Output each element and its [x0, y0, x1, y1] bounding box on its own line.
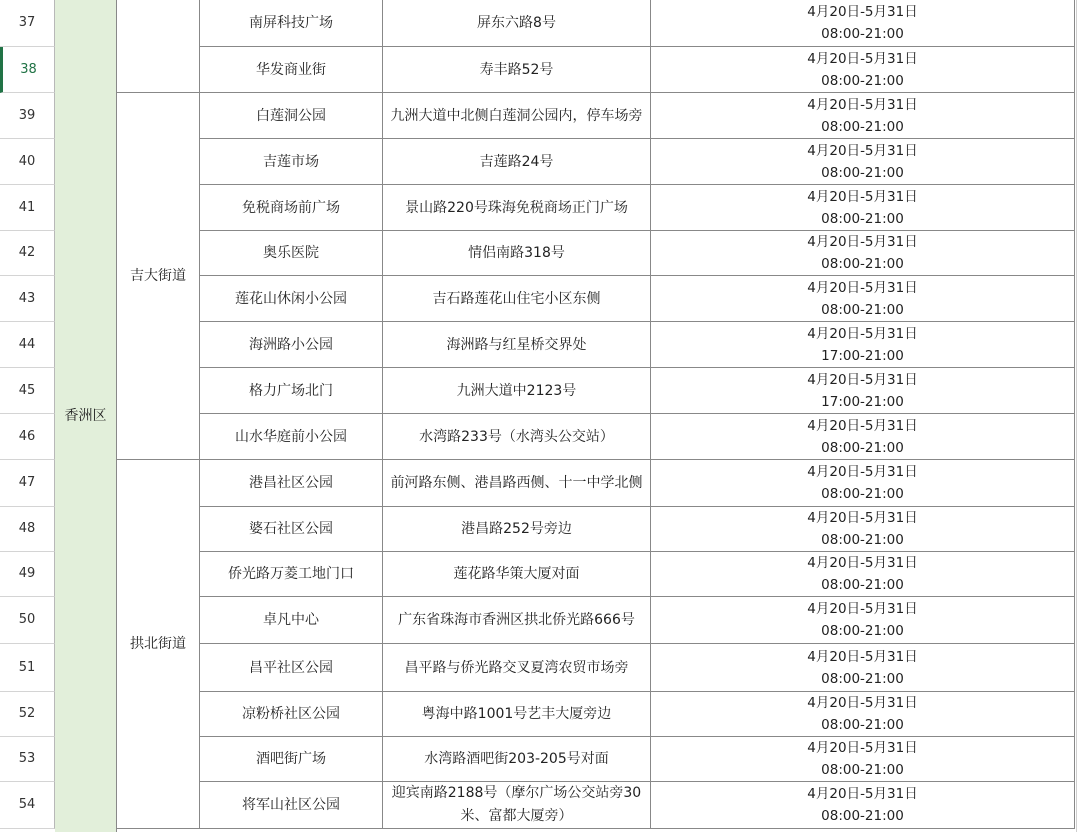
row-header[interactable]: 50: [0, 597, 55, 644]
place-cell[interactable]: 南屏科技广场: [200, 0, 383, 47]
hours-cell[interactable]: [651, 782, 1075, 829]
street-label: 吉大街道: [130, 268, 186, 284]
time-range: 08:00-21:00: [821, 301, 904, 318]
date-range: 4月20日-5月31日: [807, 464, 918, 480]
time-range: 08:00-21:00: [821, 164, 904, 181]
address-cell[interactable]: 迎宾南路2188号（摩尔广场公交站旁30米、富都大厦旁）: [383, 782, 651, 829]
address-cell[interactable]: 寿丰路52号: [383, 47, 651, 93]
place-cell[interactable]: 昌平社区公园: [200, 644, 383, 692]
row-header[interactable]: 41: [0, 185, 55, 231]
district-cell[interactable]: [55, 0, 117, 832]
row-header[interactable]: 53: [0, 737, 55, 782]
place-cell[interactable]: 凉粉桥社区公园: [200, 692, 383, 737]
place-cell[interactable]: 格力广场北门: [200, 368, 383, 414]
address-cell[interactable]: 吉莲路24号: [383, 139, 651, 185]
date-range: 4月20日-5月31日: [807, 4, 918, 20]
time-range: 08:00-21:00: [821, 439, 904, 456]
date-range: 4月20日-5月31日: [807, 601, 918, 617]
row-header[interactable]: 42: [0, 231, 55, 276]
row-header[interactable]: 48: [0, 507, 55, 552]
address-cell[interactable]: 广东省珠海市香洲区拱北侨光路666号: [383, 597, 651, 644]
place-cell[interactable]: 白莲洞公园: [200, 93, 383, 139]
time-range: 08:00-21:00: [821, 808, 904, 824]
date-range: 4月20日-5月31日: [807, 96, 918, 113]
time-range: 08:00-21:00: [821, 670, 904, 687]
date-range: 4月20日-5月31日: [807, 371, 918, 388]
date-range: 4月20日-5月31日: [807, 648, 918, 665]
street-cell[interactable]: [117, 93, 200, 460]
date-range: 4月20日-5月31日: [807, 142, 918, 159]
hours-cell[interactable]: [651, 552, 1075, 597]
date-range: 4月20日-5月31日: [807, 234, 918, 250]
hours-cell[interactable]: [651, 276, 1075, 322]
hours-cell[interactable]: [651, 185, 1075, 231]
street-cell[interactable]: [117, 460, 200, 829]
row-header[interactable]: 39: [0, 93, 55, 139]
date-range: 4月20日-5月31日: [807, 786, 918, 802]
row-header[interactable]: 51: [0, 644, 55, 692]
time-range: 17:00-21:00: [821, 393, 904, 410]
date-range: 4月20日-5月31日: [807, 417, 918, 434]
row-header[interactable]: 52: [0, 692, 55, 737]
row-header[interactable]: 38: [0, 47, 55, 93]
place-cell[interactable]: 侨光路万菱工地门口: [200, 552, 383, 597]
address-cell[interactable]: 水湾路酒吧街203-205号对面: [383, 737, 651, 782]
time-range: 08:00-21:00: [821, 486, 904, 502]
address-cell[interactable]: 屏东六路8号: [383, 0, 651, 47]
hours-cell[interactable]: [651, 737, 1075, 782]
place-cell[interactable]: 将军山社区公园: [200, 782, 383, 829]
row-header[interactable]: 47: [0, 460, 55, 507]
place-cell[interactable]: 海洲路小公园: [200, 322, 383, 368]
address-cell[interactable]: 海洲路与红星桥交界处: [383, 322, 651, 368]
place-cell[interactable]: 港昌社区公园: [200, 460, 383, 507]
date-range: 4月20日-5月31日: [807, 188, 918, 205]
district-label: 香洲区: [64, 408, 107, 424]
date-range: 4月20日-5月31日: [807, 325, 918, 342]
place-cell[interactable]: 免税商场前广场: [200, 185, 383, 231]
grid-divider: [1076, 0, 1077, 832]
time-range: 08:00-21:00: [821, 210, 904, 227]
date-range: 4月20日-5月31日: [807, 50, 918, 67]
address-cell[interactable]: 昌平路与侨光路交叉夏湾农贸市场旁: [383, 644, 651, 692]
place-cell[interactable]: 卓凡中心: [200, 597, 383, 644]
address-cell[interactable]: 前河路东侧、港昌路西侧、十一中学北侧: [383, 460, 651, 507]
address-cell[interactable]: 九洲大道中北侧白莲洞公园内，停车场旁: [383, 93, 651, 139]
date-range: 4月20日-5月31日: [807, 695, 918, 711]
time-range: 08:00-21:00: [821, 762, 904, 778]
address-cell[interactable]: 九洲大道中2123号: [383, 368, 651, 414]
hours-cell[interactable]: [651, 414, 1075, 460]
street-label: 拱北街道: [130, 636, 186, 652]
row-header[interactable]: 45: [0, 368, 55, 414]
row-header[interactable]: 46: [0, 414, 55, 460]
address-cell[interactable]: 莲花路华策大厦对面: [383, 552, 651, 597]
row-header[interactable]: 43: [0, 276, 55, 322]
street-cell[interactable]: [117, 0, 200, 93]
address-cell[interactable]: 情侣南路318号: [383, 231, 651, 276]
time-range: 08:00-21:00: [821, 623, 904, 639]
hours-cell[interactable]: [651, 368, 1075, 414]
date-range: 4月20日-5月31日: [807, 510, 918, 526]
row-header[interactable]: 54: [0, 782, 55, 829]
hours-cell[interactable]: [651, 597, 1075, 644]
hours-cell[interactable]: [651, 93, 1075, 139]
hours-cell[interactable]: [651, 0, 1075, 47]
row-header[interactable]: 40: [0, 139, 55, 185]
date-range: 4月20日-5月31日: [807, 740, 918, 756]
hours-cell[interactable]: [651, 692, 1075, 737]
date-range: 4月20日-5月31日: [807, 555, 918, 571]
row-header[interactable]: 49: [0, 552, 55, 597]
address-cell[interactable]: 景山路220号珠海免税商场正门广场: [383, 185, 651, 231]
time-range: 08:00-21:00: [821, 26, 904, 42]
address-cell[interactable]: 吉石路莲花山住宅小区东侧: [383, 276, 651, 322]
place-cell[interactable]: 吉莲市场: [200, 139, 383, 185]
address-cell[interactable]: 水湾路233号（水湾头公交站）: [383, 414, 651, 460]
hours-cell[interactable]: [651, 322, 1075, 368]
hours-cell[interactable]: [651, 644, 1075, 692]
time-range: 08:00-21:00: [821, 72, 904, 89]
place-cell[interactable]: 华发商业街: [200, 47, 383, 93]
place-cell[interactable]: 山水华庭前小公园: [200, 414, 383, 460]
date-range: 4月20日-5月31日: [807, 279, 918, 296]
hours-cell[interactable]: [651, 231, 1075, 276]
time-range: 08:00-21:00: [821, 717, 904, 733]
time-range: 08:00-21:00: [821, 256, 904, 272]
time-range: 17:00-21:00: [821, 347, 904, 364]
place-cell[interactable]: 酒吧街广场: [200, 737, 383, 782]
place-cell[interactable]: 奥乐医院: [200, 231, 383, 276]
hours-cell[interactable]: [651, 47, 1075, 93]
row-header[interactable]: 37: [0, 0, 55, 47]
address-cell[interactable]: 港昌路252号旁边: [383, 507, 651, 552]
hours-cell[interactable]: [651, 460, 1075, 507]
place-cell[interactable]: 莲花山休闲小公园: [200, 276, 383, 322]
time-range: 08:00-21:00: [821, 532, 904, 548]
time-range: 08:00-21:00: [821, 577, 904, 593]
place-cell[interactable]: 婆石社区公园: [200, 507, 383, 552]
hours-cell[interactable]: [651, 139, 1075, 185]
hours-cell[interactable]: [651, 507, 1075, 552]
row-header[interactable]: 44: [0, 322, 55, 368]
time-range: 08:00-21:00: [821, 118, 904, 135]
address-cell[interactable]: 粤海中路1001号艺丰大厦旁边: [383, 692, 651, 737]
